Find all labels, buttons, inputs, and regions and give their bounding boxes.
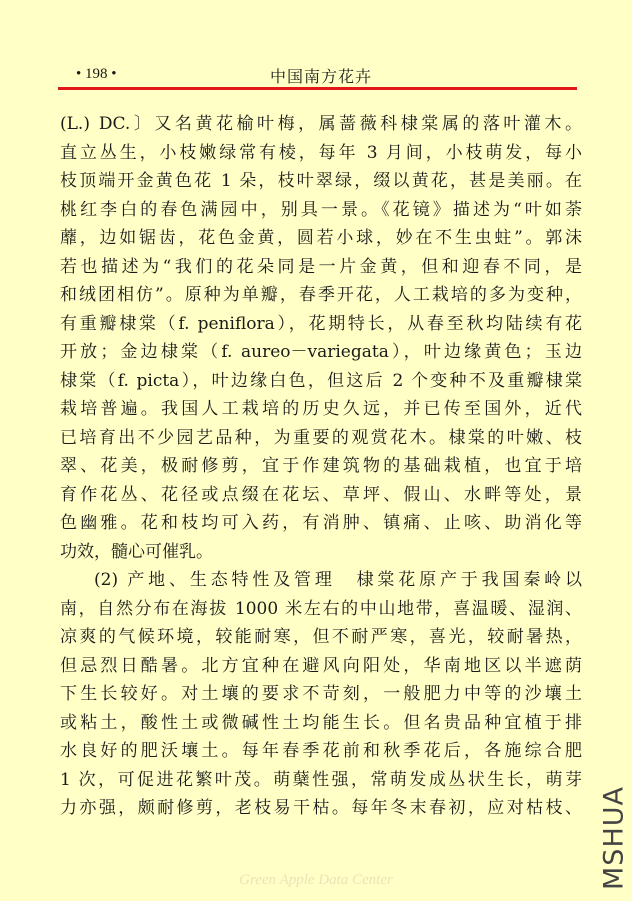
running-title: 中国南方花卉 [270, 67, 373, 86]
text-line: 翠、花美，极耐修剪，宜于作建筑物的基础栽植，也宜于培 [60, 456, 582, 476]
text-line: 水良好的肥沃壤土。每年春季花前和秋季花后，各施综合肥 [60, 741, 582, 761]
header-rule [58, 87, 577, 90]
body-text [60, 110, 582, 823]
text-line: 下生长较好。对土壤的要求不苛刻，一般肥力中等的沙壤土 [60, 684, 582, 704]
text-line: 棣棠（f. picta），叶边缘白色，但这后 2 个变种不及重瓣棣棠 [60, 370, 582, 391]
footer-watermark: Green Apple Data Center [239, 872, 393, 888]
side-watermark-text: MSHUA [598, 786, 630, 890]
text-line: 力亦强，颇耐修剪，老枝易干枯。每年冬末春初，应对枯枝、 [60, 798, 582, 818]
text-line: 若也描述为“我们的花朵同是一片金黄，但和迎春不同，是 [60, 256, 582, 277]
page-number: • 198 • [76, 66, 117, 82]
text-line: 色幽雅。花和枝均可入药，有消肿、镇痛、止咳、助消化等 [60, 513, 582, 533]
text-line: 开放；金边棣棠（f. aureo－variegata），叶边缘黄色；玉边 [60, 342, 582, 362]
text-line: 枝顶端开金黄色花 1 朵，枝叶翠绿，缀以黄花，甚是美丽。在 [60, 171, 582, 191]
text-line: 栽培普遍。我国人工栽培的历史久远，并已传至国外，近代 [60, 399, 582, 419]
text-line: 已培育出不少园艺品种，为重要的观赏花木。棣棠的叶嫩、枝 [60, 427, 582, 448]
text-line: 但忌烈日酷暑。北方宜种在避风向阳处，华南地区以半遮荫 [60, 655, 582, 676]
text-line: 南，自然分布在海拔 1000 米左右的中山地带，喜温暖、湿润、 [60, 598, 582, 619]
text-line: 桃红李白的春色满园中，别具一景。《花镜》描述为“叶如荼 [60, 199, 582, 220]
text-line: 或粘土，酸性土或微碱性土均能生长。但名贵品种宜植于排 [60, 712, 582, 733]
text-line: 直立丛生，小枝嫩绿常有棱，每年 3 月间，小枝萌发，每小 [60, 142, 582, 163]
text-line: 育作花丛、花径或点缀在花坛、草坪、假山、水畔等处，景 [60, 484, 582, 505]
page-header [60, 64, 576, 86]
text-line: 有重瓣棣棠（f. peniflora），花期特长，从春至秋均陆续有花 [60, 313, 582, 334]
text-line: 蘼，边如锯齿，花色金黄，圆若小球，妙在不生虫蛀”。郭沫 [60, 228, 582, 248]
text-line: 和绒团相仿”。原种为单瓣，春季开花，人工栽培的多为变种， [60, 285, 582, 305]
text-line: 功效，髓心可催乳。 [60, 541, 213, 562]
text-line: 1 次，可促进花繁叶茂。萌蘖性强，常萌发成丛状生长，萌芽 [60, 769, 582, 790]
text-line: 凉爽的气候环境，较能耐寒，但不耐严寒，喜光，较耐暑热， [60, 627, 582, 647]
section-heading-line: (2) 产地、生态特性及管理 棣棠花原产于我国秦岭以 [94, 570, 582, 590]
text-line: (L.) DC.〕又名黄花榆叶梅，属蔷薇科棣棠属的落叶灌木。 [60, 114, 582, 134]
